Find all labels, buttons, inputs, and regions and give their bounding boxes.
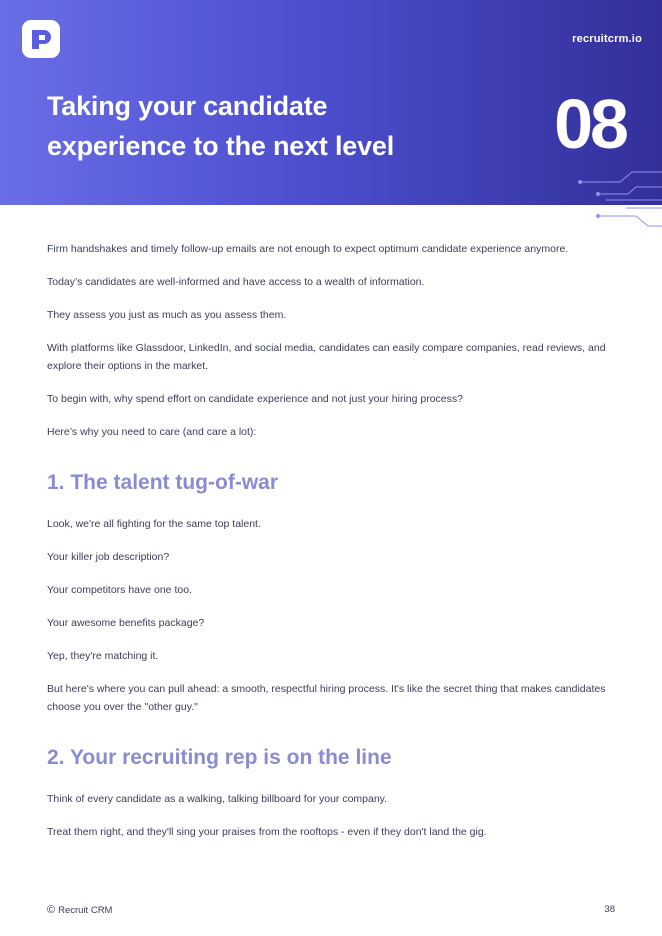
main-content xyxy=(47,240,622,856)
intro-paragraph: To begin with, why spend effort on candidate experience and not just your hiring process? xyxy=(47,393,463,405)
section-heading-talent-tug-of-war: 1. The talent tug-of-war xyxy=(47,471,278,494)
page-header xyxy=(0,0,662,205)
footer-brand-label: Recruit CRM xyxy=(58,904,113,916)
page-title: Taking your candidate experience to the next level xyxy=(47,91,395,161)
section-paragraph: Yep, they're matching it. xyxy=(47,650,159,662)
copyright-icon: © xyxy=(47,904,56,916)
intro-paragraph: They assess you just as much as you assess them. xyxy=(47,309,287,321)
section-paragraph: Your killer job description? xyxy=(47,551,170,563)
footer-brand xyxy=(47,904,112,916)
intro-paragraph: Today’s candidates are well-informed and have access to a wealth of information. xyxy=(47,276,425,288)
chapter-number: 08 xyxy=(554,85,626,163)
intro-paragraph: Firm handshakes and timely follow-up emails are not enough to expect optimum candidate experience anymore. xyxy=(47,243,569,255)
circuit-lines-continuation-decoration xyxy=(592,205,662,230)
site-url: recruitcrm.io xyxy=(572,33,642,45)
section-paragraph: Think of every candidate as a walking, talking billboard for your company. xyxy=(47,793,388,805)
section-paragraph: Your awesome benefits package? xyxy=(47,617,205,629)
circuit-lines-decoration xyxy=(570,165,662,205)
page-number: 38 xyxy=(604,904,615,915)
section-paragraph: Your competitors have one too. xyxy=(47,584,192,596)
intro-paragraph: Here’s why you need to care (and care a lot): xyxy=(47,426,257,438)
section-paragraph: Treat them right, and they'll sing your praises from the rooftops - even if they don't land the gig. xyxy=(47,826,487,838)
intro-paragraph: With platforms like Glassdoor, LinkedIn, and social media, candidates can easily compare companies, read reviews, and explore their options in the market. xyxy=(47,342,606,372)
section-paragraph: But here's where you can pull ahead: a smooth, respectful hiring process. It's like the secret thing that makes candidates choose you over the "other guy." xyxy=(47,683,606,713)
section-paragraph: Look, we're all fighting for the same top talent. xyxy=(47,518,261,530)
recruitcrm-logo-icon xyxy=(22,20,60,58)
section-heading-recruiting-rep: 2. Your recruiting rep is on the line xyxy=(47,746,392,769)
